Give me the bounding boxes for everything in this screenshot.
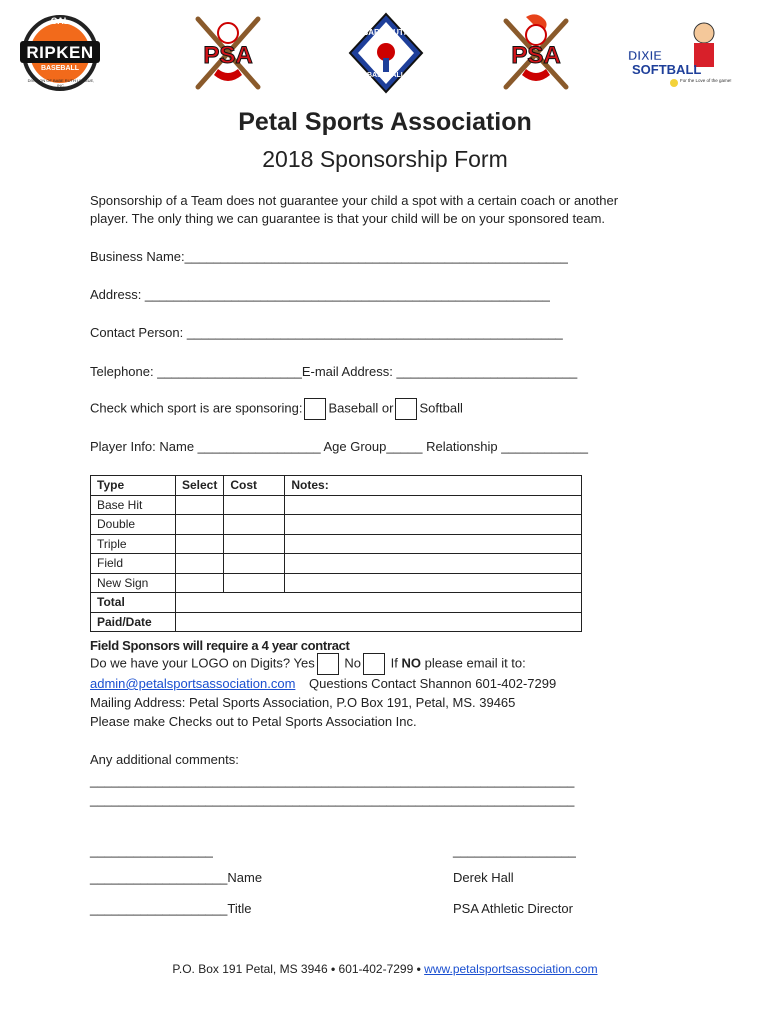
email-contact-row: [90, 676, 556, 691]
babe-ruth-logo: [348, 12, 424, 94]
table-paid-row: [91, 612, 582, 632]
col-header-cost: Cost: [224, 476, 285, 496]
questions-contact-text: Questions Contact Shannon 601-402-7299: [309, 676, 557, 691]
notes-cell[interactable]: [285, 515, 582, 535]
ripken-ring-text: DIVISION OF BABE RUTH LEAGUE, INC.: [27, 78, 95, 88]
comments-label: Any additional comments:: [90, 752, 239, 767]
ripken-sub-text: BASEBALL: [40, 65, 80, 72]
footer-phone: 601-402-7299: [338, 962, 414, 976]
footer-separator-icon: •: [330, 962, 336, 976]
select-cell[interactable]: [176, 534, 224, 554]
cost-cell[interactable]: [224, 534, 285, 554]
logo-no-checkbox[interactable]: [363, 653, 385, 675]
signature-left-blank[interactable]: _________________: [90, 843, 213, 858]
row-type-label: Field: [91, 554, 176, 574]
logo-no-label: No: [344, 655, 361, 671]
table-row: [91, 534, 582, 554]
select-cell[interactable]: [176, 554, 224, 574]
select-cell[interactable]: [176, 495, 224, 515]
contact-person-field[interactable]: Contact Person: ____________________________________________________: [90, 325, 563, 340]
paid-date-label: Paid/Date: [91, 612, 176, 632]
row-type-label: Base Hit: [91, 495, 176, 515]
ripken-main-text: RIPKEN: [26, 43, 94, 62]
babe-ruth-bottom-text: BASEBALL: [366, 72, 406, 79]
signature-name-line[interactable]: ___________________Name: [90, 870, 263, 885]
table-total-row: [91, 593, 582, 613]
logo-yes-checkbox[interactable]: [317, 653, 339, 675]
col-header-select: Select: [176, 476, 224, 496]
psa-right-text: PSA: [511, 42, 561, 69]
page-title: Petal Sports Association: [238, 108, 532, 136]
footer: [0, 962, 770, 976]
dixie-tagline: For the Love of the game!: [680, 78, 732, 83]
comments-line-2[interactable]: ___________________________________________________________________: [90, 792, 575, 807]
dixie-softball-logo: [628, 12, 732, 94]
total-cell[interactable]: [176, 593, 582, 613]
footer-address: P.O. Box 191 Petal, MS 3946: [172, 962, 328, 976]
dixie-line2: SOFTBALL: [632, 62, 702, 77]
admin-email-link[interactable]: admin@petalsportsassociation.com: [90, 676, 296, 691]
mailing-address-text: Mailing Address: Petal Sports Association, P.O Box 191, Petal, MS. 39465: [90, 695, 516, 710]
babe-ruth-top-text: BABE RUTH: [362, 28, 410, 37]
paid-date-cell[interactable]: [176, 612, 582, 632]
logo-question-row: [90, 653, 526, 675]
signature-title-line[interactable]: ___________________Title: [90, 901, 252, 916]
if-label: If: [390, 655, 398, 671]
baseball-label: Baseball or: [328, 400, 394, 416]
notes-cell[interactable]: [285, 495, 582, 515]
cal-ripken-logo: [14, 12, 106, 94]
table-row: [91, 554, 582, 574]
sport-prefix-label: Check which sport is are sponsoring:: [90, 400, 303, 416]
table-row: [91, 495, 582, 515]
cost-cell[interactable]: [224, 554, 285, 574]
checks-payable-text: Please make Checks out to Petal Sports Association Inc.: [90, 714, 417, 729]
table-row: [91, 573, 582, 593]
director-name: Derek Hall: [453, 870, 514, 885]
director-signature-blank: _________________: [453, 843, 576, 858]
softball-checkbox[interactable]: [395, 398, 417, 420]
cost-cell[interactable]: [224, 515, 285, 535]
player-info-field[interactable]: Player Info: Name _________________ Age Group_____ Relationship ____________: [90, 439, 589, 454]
col-header-notes: Notes:: [285, 476, 582, 496]
director-title: PSA Athletic Director: [453, 901, 573, 916]
table-row: [91, 515, 582, 535]
table-header-row: [91, 476, 582, 496]
dixie-line1: DIXIE: [628, 48, 662, 63]
psa-left-text: PSA: [203, 42, 253, 69]
softball-label: Softball: [419, 400, 463, 416]
intro-line-1: Sponsorship of a Team does not guarantee your child a spot with a certain coach or another: [90, 193, 619, 208]
comments-line-1[interactable]: ___________________________________________________________________: [90, 773, 575, 788]
row-type-label: Triple: [91, 534, 176, 554]
business-name-field[interactable]: Business Name:_____________________________________________________: [90, 249, 568, 264]
intro-line-2: player. The only thing we can guarantee is that your child will be on your sponsored team.: [90, 211, 606, 226]
email-prompt-label: please email it to:: [424, 655, 526, 671]
cost-cell[interactable]: [224, 495, 285, 515]
cost-cell[interactable]: [224, 573, 285, 593]
logo-question-label: Do we have your LOGO on Digits? Yes: [90, 655, 315, 671]
psa-logo-left: [190, 12, 266, 94]
notes-cell[interactable]: [285, 554, 582, 574]
select-cell[interactable]: [176, 573, 224, 593]
select-cell[interactable]: [176, 515, 224, 535]
col-header-type: Type: [91, 476, 176, 496]
notes-cell[interactable]: [285, 573, 582, 593]
contract-heading: Field Sponsors will require a 4 year contract: [90, 638, 350, 653]
psa-logo-right: [498, 12, 574, 94]
total-label: Total: [91, 593, 176, 613]
if-no-label: NO: [401, 655, 421, 671]
row-type-label: Double: [91, 515, 176, 535]
ripken-top-text: CAL: [50, 16, 70, 26]
sponsorship-table: [90, 475, 582, 632]
row-type-label: New Sign: [91, 573, 176, 593]
baseball-checkbox[interactable]: [304, 398, 326, 420]
notes-cell[interactable]: [285, 534, 582, 554]
sport-selection-row: [90, 398, 463, 420]
footer-separator-icon: •: [416, 962, 421, 976]
footer-website-link[interactable]: www.petalsportsassociation.com: [424, 962, 598, 976]
address-field[interactable]: Address: ________________________________________________________: [90, 287, 550, 302]
page-subtitle: 2018 Sponsorship Form: [262, 146, 508, 172]
telephone-email-field[interactable]: Telephone: ____________________E-mail Address: _________________________: [90, 364, 578, 379]
